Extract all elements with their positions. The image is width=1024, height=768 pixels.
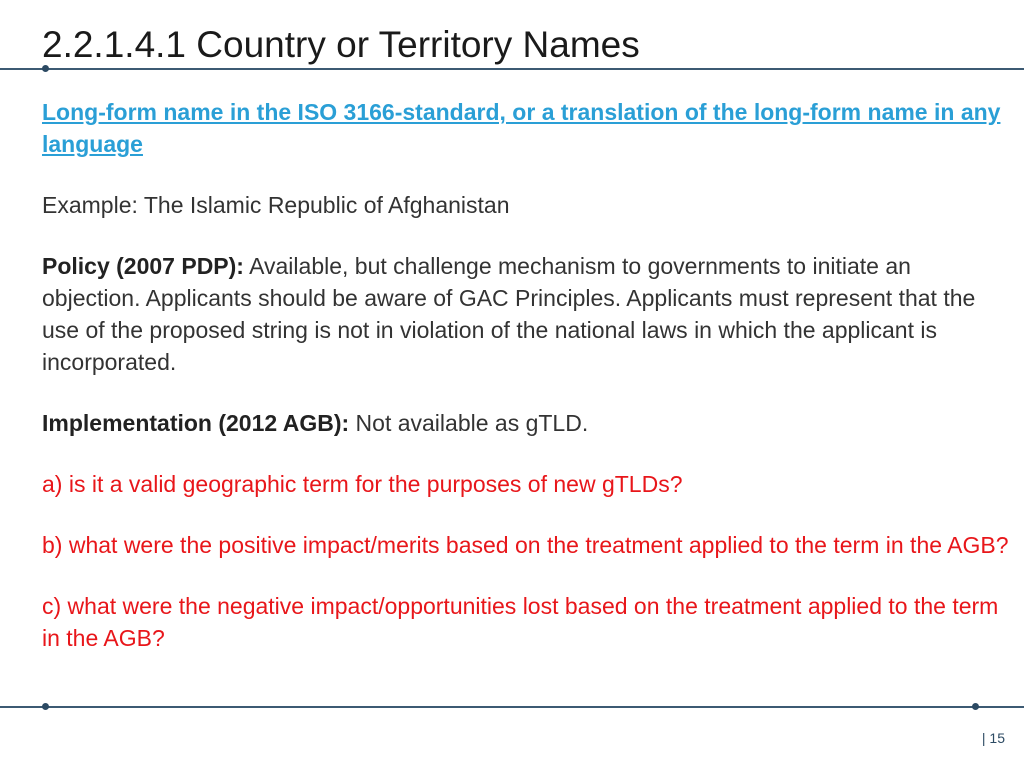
policy-text: Available, but challenge mechanism to governments to initiate an objection. Applicants should be aware of GAC Principles. Applicants must represent that the use of the proposed string is not in violation of the national laws in which the applicant is incorporated. <box>42 253 976 375</box>
heading-paragraph <box>42 96 1010 160</box>
implementation-paragraph <box>42 407 1010 439</box>
policy-paragraph <box>42 250 1010 378</box>
question-a: a) is it a valid geographic term for the purposes of new gTLDs? <box>42 471 683 497</box>
question-b: b) what were the positive impact/merits based on the treatment applied to the term in the AGB? <box>42 532 1009 558</box>
bottom-divider <box>0 706 1024 708</box>
policy-label: Policy (2007 PDP): <box>42 253 244 279</box>
top-divider <box>0 68 1024 70</box>
top-divider-dot-icon <box>42 65 49 72</box>
question-c: c) what were the negative impact/opportunities lost based on the treatment applied to the term in the AGB? <box>42 593 999 651</box>
bottom-left-divider-dot-icon <box>42 703 49 710</box>
page-number: | 15 <box>981 730 1005 746</box>
bottom-right-divider-dot-icon <box>972 703 979 710</box>
example-text: Example: The Islamic Republic of Afghanistan <box>42 192 510 218</box>
slide-content <box>42 96 1010 683</box>
iso-long-form-link[interactable]: Long-form name in the ISO 3166-standard, or a translation of the long-form name in any language <box>42 99 1001 157</box>
slide-title: 2.2.1.4.1 Country or Territory Names <box>42 24 640 65</box>
implementation-label: Implementation (2012 AGB): <box>42 410 350 436</box>
implementation-text: Not available as gTLD. <box>349 410 589 436</box>
